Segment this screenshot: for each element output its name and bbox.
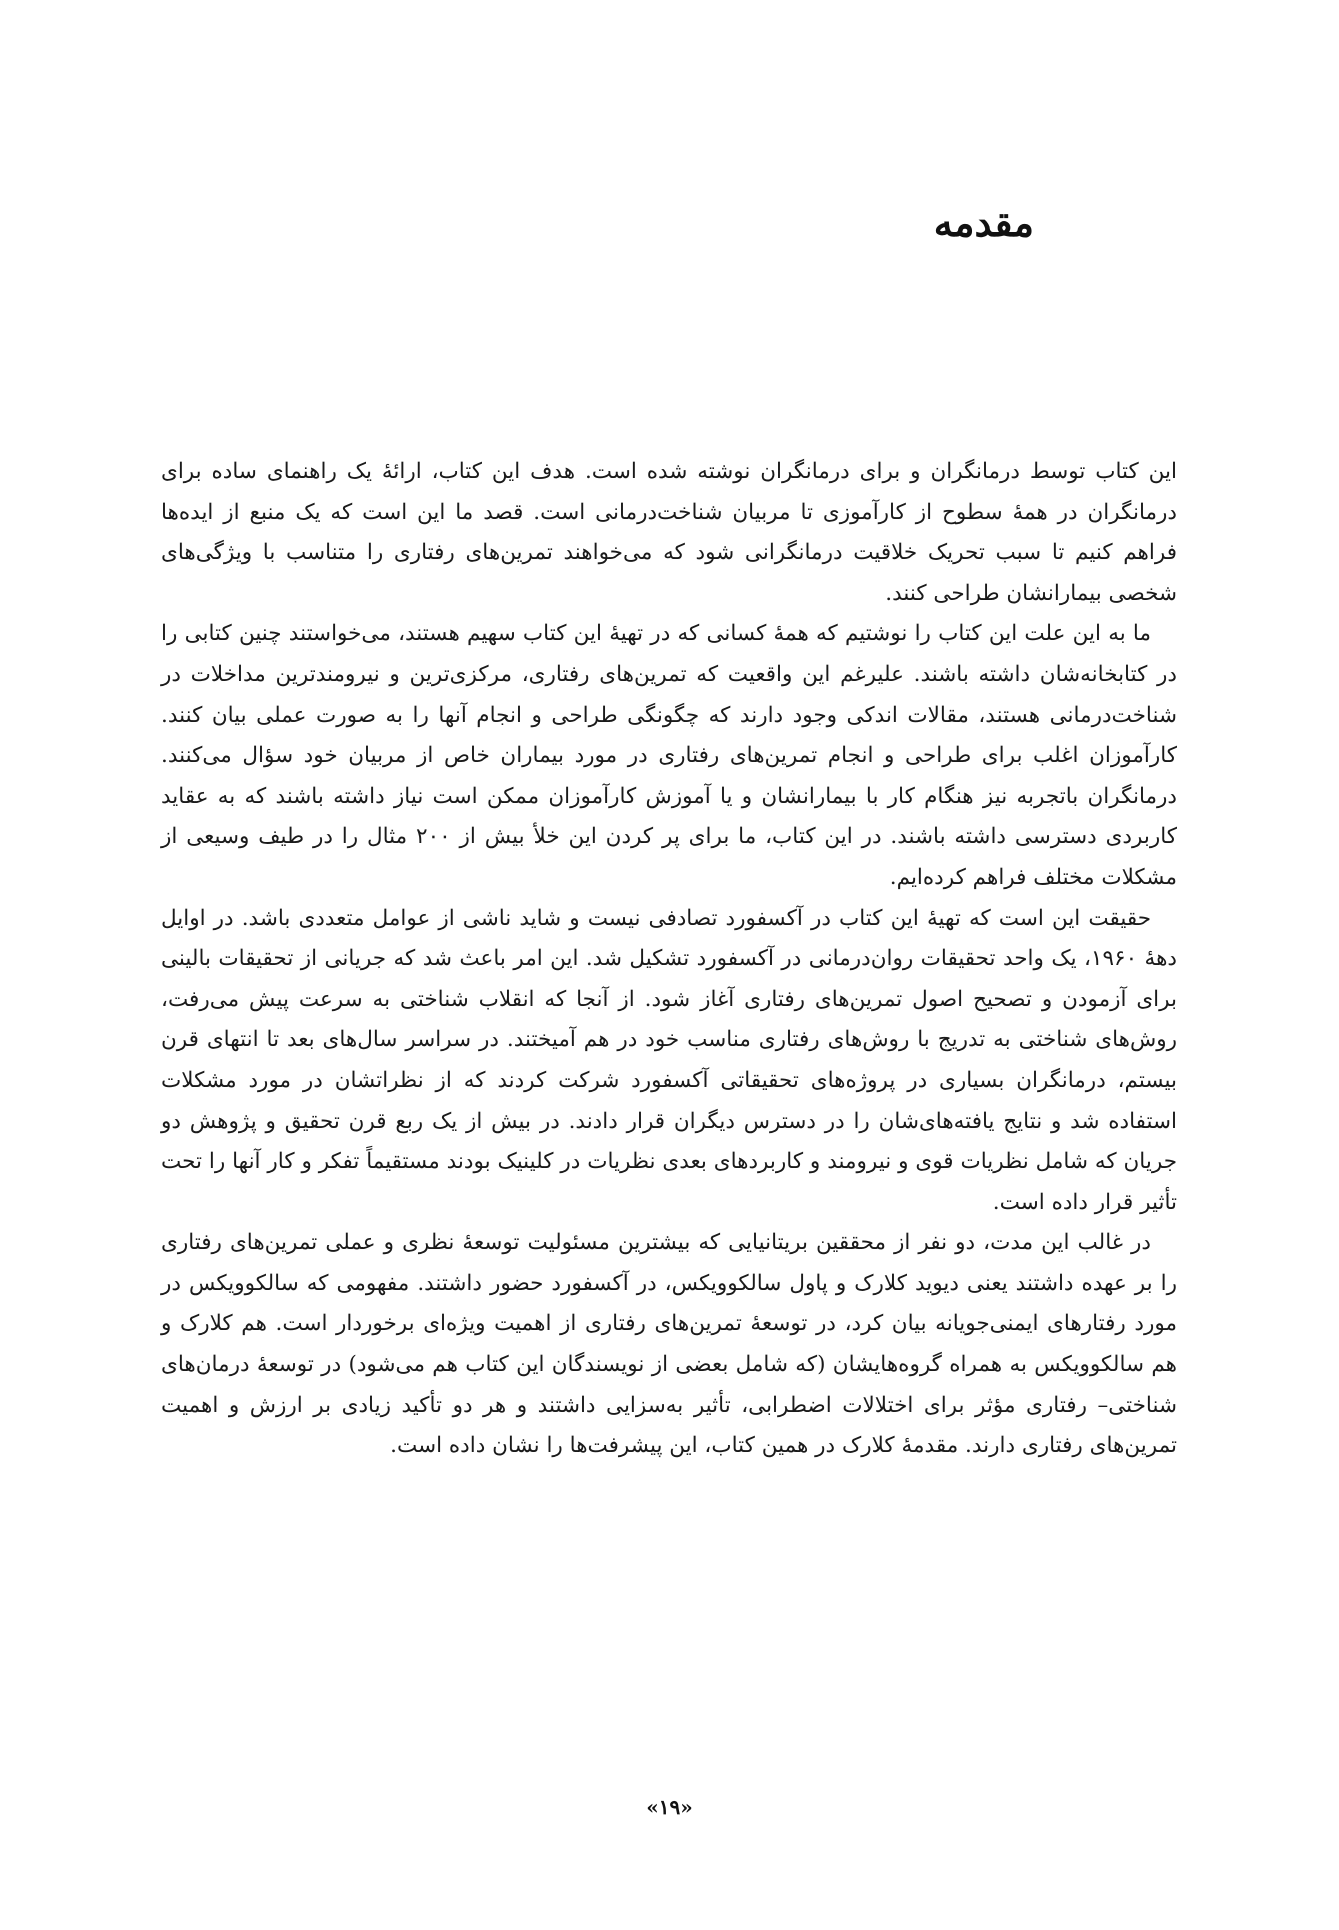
paragraph: این کتاب توسط درمانگران و برای درمانگران نوشته شده است. هدف این کتاب، ارائهٔ یک راهنمای ساده برای درمانگران در همهٔ سطوح از کارآموزی تا مربیان شناخت‌درمانی است. قصد ما این است که یک منبع از ایده‌ها فراهم کنیم تا سبب تحریک خلاقیت درمانگرانی شود که می‌خواهند تمرین‌های رفتاری را متناسب با ویژگی‌های شخصی بیمارانشان طراحی کنند. [161,459,1177,606]
paragraph: ما به این علت این کتاب را نوشتیم که همهٔ کسانی که در تهیهٔ این کتاب سهیم هستند، می‌خواستند چنین کتابی را در کتابخانه‌شان داشته باشند. علیرغم این واقعیت که تمرین‌های رفتاری، مرکزی‌ترین و نیرومندترین مداخلات در شناخت‌درمانی هستند، مقالات اندکی وجود دارند که چگونگی طراحی و انجام آنها را به صورت عملی بیان کنند. کارآموزان اغلب برای طراحی و انجام تمرین‌های رفتاری در مورد بیماران خاص از مربیان خود سؤال می‌کنند. درمانگران باتجربه نیز هنگام کار با بیمارانشان و یا آموزش کارآموزان ممکن است نیاز داشته باشند که به عقاید کاربردی دسترسی داشته باشند. در این کتاب، ما برای پر کردن این خلأ بیش از ۲۰۰ مثال را در طیف وسیعی از مشکلات مختلف فراهم کرده‌ایم. [161,621,1178,890]
paragraph: در غالب این مدت، دو نفر از محققین بریتانیایی که بیشترین مسئولیت توسعهٔ نظری و عملی تمرین‌های رفتاری را بر عهده داشتند یعنی دیوید کلارک و پاول سالکوویکس، در آکسفورد حضور داشتند. مفهومی که سالکوویکس در مورد رفتارهای ایمنی‌جویانه بیان کرد، در توسعهٔ تمرین‌های رفتاری از اهمیت ویژه‌ای برخوردار است. هم کلارک و هم سالکوویکس به همراه گروه‌هایشان (که شامل بعضی از نویسندگان این کتاب هم می‌شود) در توسعهٔ درمان‌های شناختی– رفتاری مؤثر برای اختلالات اضطرابی، تأثیر به‌سزایی داشتند و هر دو تأکید زیادی بر ارزش و اهمیت تمرین‌های رفتاری دارند. مقدمهٔ کلارک در همین کتاب، این پیشرفت‌ها را نشان داده است. [161,1230,1177,1459]
chapter-heading: مقدمه [933,200,1034,245]
page-number: «۱۹» [646,1795,693,1819]
paragraph: حقیقت این است که تهیهٔ این کتاب در آکسفورد تصادفی نیست و شاید ناشی از عوامل متعددی باشد. در اوایل دههٔ ۱۹۶۰، یک واحد تحقیقات روان‌درمانی در آکسفورد تشکیل شد. این امر باعث شد که جریانی از تحقیقات بالینی برای آزمودن و تصحیح اصول تمرین‌های رفتاری آغاز شود. از آنجا که انقلاب شناختی به سرعت پیش می‌رفت، روش‌های شناختی به تدریج با روش‌های رفتاری مناسب خود در هم آمیختند. در سراسر سال‌های بعد تا انتهای قرن بیستم، درمانگران بسیاری در پروژه‌های تحقیقاتی آکسفورد شرکت کردند که از نظراتشان در مورد مشکلات استفاده شد و نتایج یافته‌های‌شان را در دسترس دیگران قرار دادند. در بیش از یک ربع قرن تحقیق و پژوهش دو جریان که شامل نظریات قوی و نیرومند و کاربردهای بعدی نظریات در کلینیک بودند مستقیماً تفکر و کار آنها را تحت تأثیر قرار داده است. [161,905,1177,1215]
body-text [161,452,1177,1467]
